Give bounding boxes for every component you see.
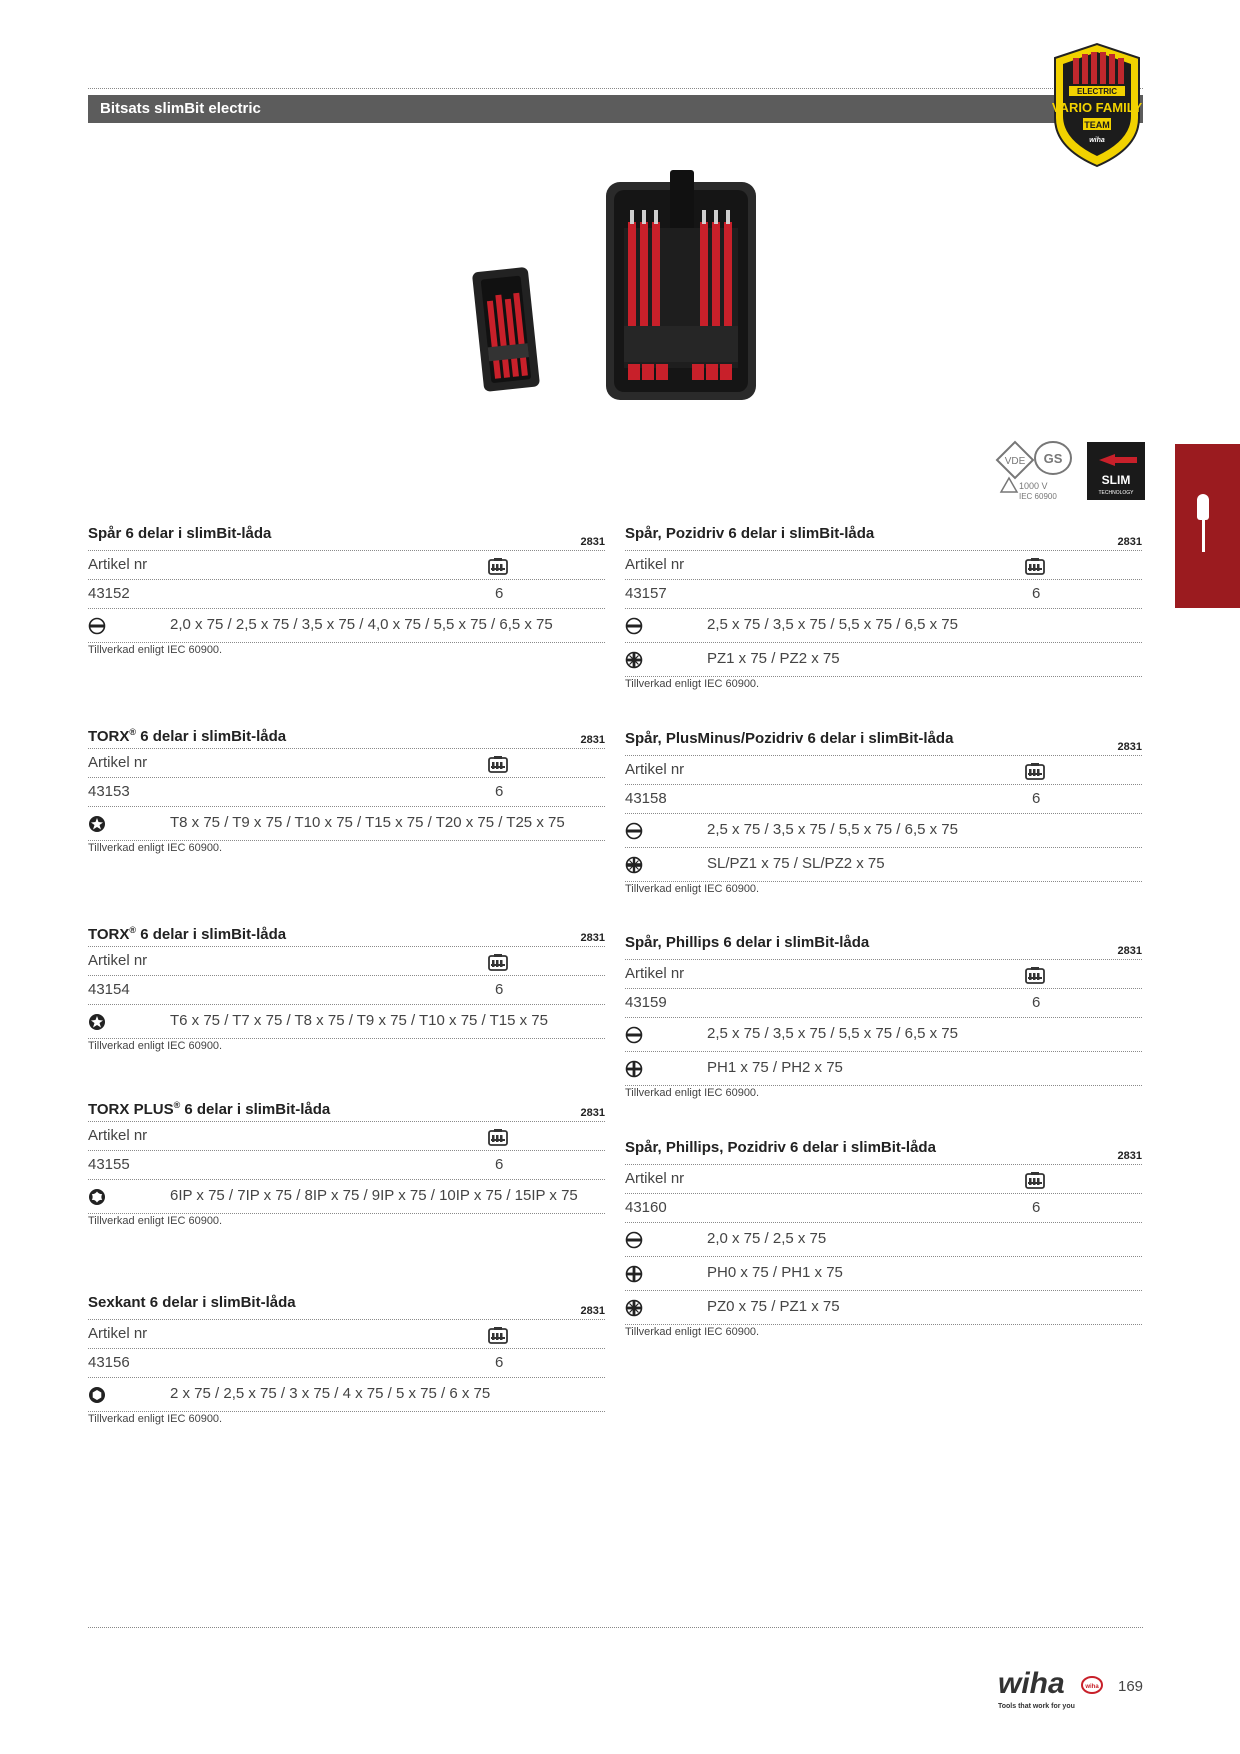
quantity-icon [488,953,508,971]
svg-text:GS: GS [1043,451,1063,466]
spec-sizes: PZ0 x 75 / PZ1 x 75 [707,1298,840,1315]
article-number[interactable]: 43155 [88,1156,130,1173]
screwdriver-shaft [1202,518,1205,552]
pozidriv-icon [625,651,643,669]
product-title [625,1136,1142,1164]
product-title [88,522,605,550]
product-title [625,727,1142,755]
badge-line3: TEAM [1084,120,1110,130]
product-code: 2831 [1117,1150,1142,1162]
article-number[interactable]: 43153 [88,783,130,800]
product-title [88,918,605,946]
quantity-icon [1025,1171,1045,1189]
spec-row [625,813,1142,847]
article-quantity: 6 [1032,585,1041,602]
hex-icon [88,1386,106,1404]
spec-sizes: 2,5 x 75 / 3,5 x 75 / 5,5 x 75 / 6,5 x 75 [707,1025,958,1042]
row-divider [625,881,1142,882]
article-label: Artikel nr [88,952,148,969]
product-note: Tillverkad enligt IEC 60900. [625,678,760,690]
article-header-row [625,1164,1142,1193]
spec-row [625,642,1142,676]
spec-row [625,1017,1142,1051]
article-number[interactable]: 43156 [88,1354,130,1371]
article-quantity: 6 [1032,1199,1041,1216]
registered-mark: ® [129,925,137,935]
svg-text:wiha: wiha [1085,1684,1099,1690]
product-block [88,1291,605,1425]
product-note: Tillverkad enligt IEC 60900. [625,883,760,895]
spec-row [625,1290,1142,1324]
article-row[interactable] [88,579,605,608]
row-divider [625,1085,1142,1086]
article-header-row [625,959,1142,988]
row-divider [625,676,1142,677]
spec-sizes: 2,5 x 75 / 3,5 x 75 / 5,5 x 75 / 6,5 x 75 [707,821,958,838]
spec-sizes: PZ1 x 75 / PZ2 x 75 [707,650,840,667]
badge-line1: ELECTRIC [1077,87,1117,96]
product-note: Tillverkad enligt IEC 60900. [625,1326,760,1338]
row-divider [88,840,605,841]
product-note: Tillverkad enligt IEC 60900. [88,1215,223,1227]
spec-sizes: 2 x 75 / 2,5 x 75 / 3 x 75 / 4 x 75 / 5 x 75 / 6 x 75 [170,1385,491,1402]
logo-wordmark: wiha [998,1667,1065,1700]
row-divider [625,1324,1142,1325]
article-number[interactable]: 43159 [625,994,667,1011]
svg-text:IEC 60900: IEC 60900 [1019,492,1057,501]
logo-tagline: Tools that work for you [998,1703,1075,1710]
product-title [625,931,1142,959]
spec-sizes: T8 x 75 / T9 x 75 / T10 x 75 / T15 x 75 / T20 x 75 / T25 x 75 [170,814,565,831]
product-note: Tillverkad enligt IEC 60900. [88,1040,223,1052]
slotted-icon [625,1026,643,1044]
article-label: Artikel nr [625,761,685,778]
product-code: 2831 [580,734,605,746]
article-number[interactable]: 43157 [625,585,667,602]
quantity-icon [1025,966,1045,984]
article-number[interactable]: 43158 [625,790,667,807]
registered-mark: ® [129,727,137,737]
quantity-icon [488,557,508,575]
row-divider [88,1411,605,1412]
bottom-rule [88,1627,1143,1628]
quantity-icon [1025,762,1045,780]
spec-row [88,608,605,642]
quantity-icon [488,755,508,773]
spec-sizes: 2,0 x 75 / 2,5 x 75 / 3,5 x 75 / 4,0 x 75 / 5,5 x 75 / 6,5 x 75 [170,616,553,633]
product-note: Tillverkad enligt IEC 60900. [88,842,223,854]
article-header-row [88,946,605,975]
article-quantity: 6 [495,585,504,602]
article-row[interactable] [88,777,605,806]
article-row[interactable] [625,579,1142,608]
article-quantity: 6 [495,981,504,998]
product-code: 2831 [1117,741,1142,753]
section-header: Bitsats slimBit electric [88,95,1143,123]
spec-row [88,1004,605,1038]
product-note: Tillverkad enligt IEC 60900. [625,1087,760,1099]
article-label: Artikel nr [625,556,685,573]
vario-family-badge [1045,40,1149,170]
product-code: 2831 [1117,536,1142,548]
pozidriv-icon [625,1299,643,1317]
product-note: Tillverkad enligt IEC 60900. [88,1413,223,1425]
product-block [625,522,1142,690]
product-block [625,727,1142,895]
row-divider [88,642,605,643]
vde-icon [997,442,1033,478]
slotted-icon [625,1231,643,1249]
plusminus-pozidriv-icon [625,856,643,874]
article-label: Artikel nr [88,1325,148,1342]
spec-row [88,1377,605,1411]
product-title-text: 6 delar i slimBit-låda [136,926,287,943]
spec-sizes: 2,0 x 75 / 2,5 x 75 [707,1230,827,1247]
product-code: 2831 [1117,945,1142,957]
screwdriver-icon [1197,494,1209,520]
article-label: Artikel nr [88,1127,148,1144]
certification-icons [995,438,1147,506]
product-title-text: 6 delar i slimBit-låda [180,1101,331,1118]
article-number[interactable]: 43152 [88,585,130,602]
product-title-text: Spår 6 delar i slimBit-låda [88,525,272,542]
product-title [88,1291,605,1319]
spec-sizes: SL/PZ1 x 75 / SL/PZ2 x 75 [707,855,885,872]
quantity-icon [1025,557,1045,575]
product-title-text: Spår, Phillips 6 delar i slimBit-låda [625,934,870,951]
product-block [88,918,605,1052]
product-title [88,720,605,748]
product-block [88,720,605,854]
article-row[interactable] [88,975,605,1004]
product-block [625,931,1142,1099]
product-image [420,150,820,440]
article-row[interactable] [625,988,1142,1017]
article-header-row [88,1319,605,1348]
row-divider [88,1038,605,1039]
product-block [88,522,605,656]
article-row[interactable] [88,1348,605,1377]
spec-sizes: 2,5 x 75 / 3,5 x 75 / 5,5 x 75 / 6,5 x 75 [707,616,958,633]
spec-sizes: 6IP x 75 / 7IP x 75 / 8IP x 75 / 9IP x 75 / 10IP x 75 / 15IP x 75 [170,1187,578,1204]
article-row[interactable] [88,1150,605,1179]
article-row[interactable] [625,1193,1142,1222]
slotted-icon [88,617,106,635]
product-code: 2831 [580,1305,605,1317]
article-header-row [88,748,605,777]
article-label: Artikel nr [625,1170,685,1187]
torx-icon [88,815,106,833]
article-quantity: 6 [1032,994,1041,1011]
svg-text:SLIM: SLIM [1101,473,1131,487]
quantity-icon [488,1128,508,1146]
spec-row [625,847,1142,881]
spec-sizes: PH0 x 75 / PH1 x 75 [707,1264,843,1281]
article-header-row [88,550,605,579]
spec-row [625,1051,1142,1085]
product-title-text: Sexkant 6 delar i slimBit-låda [88,1294,296,1311]
product-block [625,1136,1142,1338]
badge-line2: VARIO FAMILY [1051,100,1143,115]
article-quantity: 6 [495,1156,504,1173]
phillips-icon [625,1060,643,1078]
top-rule [88,88,1143,89]
product-title-brand: TORX [88,926,130,943]
page-number: 169 [1118,1678,1144,1695]
slotted-icon [625,822,643,840]
product-title-text: 6 delar i slimBit-låda [136,728,287,745]
torx-plus-icon [88,1188,106,1206]
article-header-row [625,550,1142,579]
spec-row [88,1179,605,1213]
product-title-brand: TORX [88,728,130,745]
svg-text:VDE: VDE [1004,456,1026,467]
badge-brand: wiha [1089,137,1105,144]
article-quantity: 6 [495,783,504,800]
product-code: 2831 [580,536,605,548]
article-row[interactable] [625,784,1142,813]
product-title-brand: TORX PLUS [88,1101,174,1118]
wiha-logo[interactable] [996,1665,1104,1713]
svg-text:1000 V: 1000 V [1019,481,1048,491]
article-header-row [88,1121,605,1150]
gs-icon [1035,442,1071,474]
product-title-text: Spår, PlusMinus/Pozidriv 6 delar i slimBit-låda [625,730,954,747]
slim-technology-icon [1087,442,1145,500]
product-note: Tillverkad enligt IEC 60900. [88,644,223,656]
article-quantity: 6 [495,1354,504,1371]
phillips-icon [625,1265,643,1283]
iec-1000v-icon [1001,478,1057,501]
row-divider [88,1213,605,1214]
product-title [625,522,1142,550]
spec-row [625,1256,1142,1290]
registered-mark: ® [173,1100,181,1110]
svg-text:TECHNOLOGY: TECHNOLOGY [1098,490,1134,496]
spec-sizes: T6 x 75 / T7 x 75 / T8 x 75 / T9 x 75 / T10 x 75 / T15 x 75 [170,1012,548,1029]
product-title [88,1093,605,1121]
slotted-icon [625,617,643,635]
chapter-tab[interactable] [1175,444,1240,608]
spec-row [625,608,1142,642]
product-title-text: Spår, Pozidriv 6 delar i slimBit-låda [625,525,875,542]
article-quantity: 6 [1032,790,1041,807]
article-label: Artikel nr [88,754,148,771]
spec-row [625,1222,1142,1256]
product-title-text: Spår, Phillips, Pozidriv 6 delar i slimBit-låda [625,1139,936,1156]
quantity-icon [488,1326,508,1344]
article-number[interactable]: 43154 [88,981,130,998]
spec-row [88,806,605,840]
product-block [88,1093,605,1227]
article-header-row [625,755,1142,784]
product-code: 2831 [580,1107,605,1119]
article-number[interactable]: 43160 [625,1199,667,1216]
article-label: Artikel nr [88,556,148,573]
torx-icon [88,1013,106,1031]
spec-sizes: PH1 x 75 / PH2 x 75 [707,1059,843,1076]
article-label: Artikel nr [625,965,685,982]
product-code: 2831 [580,932,605,944]
